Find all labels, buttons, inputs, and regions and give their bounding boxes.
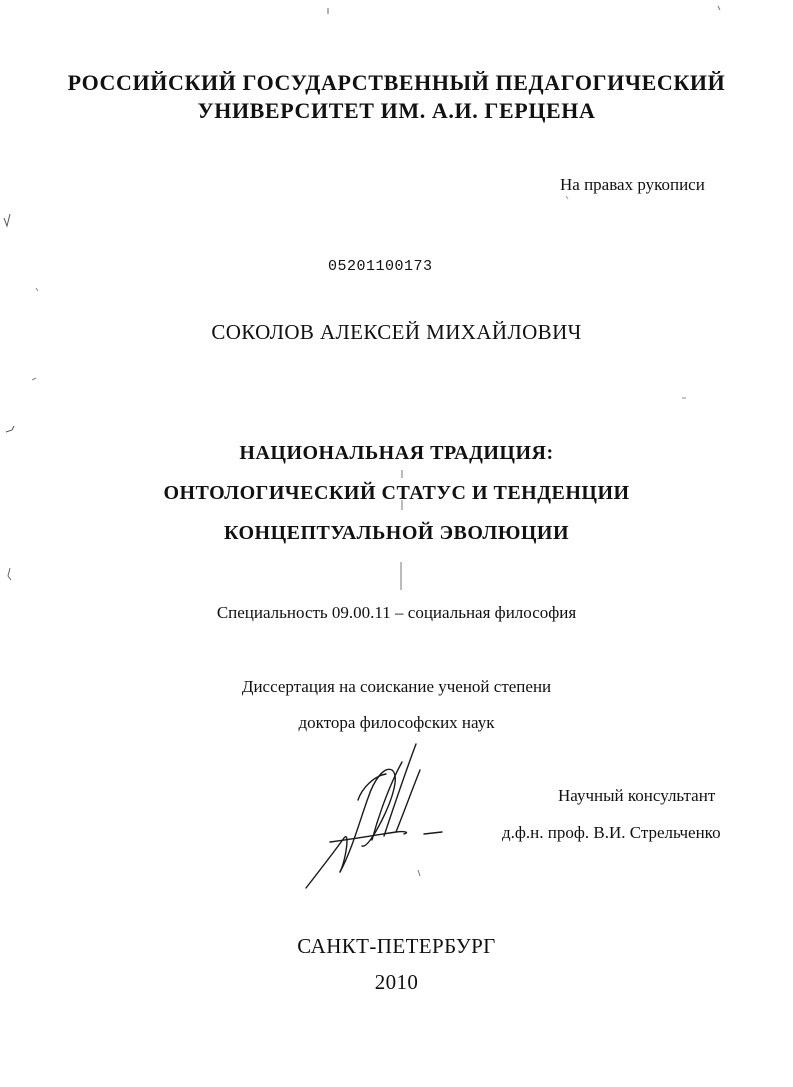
university-name-line-2: УНИВЕРСИТЕТ ИМ. А.И. ГЕРЦЕНА — [197, 98, 596, 123]
consultant-name: д.ф.н. проф. В.И. Стрельченко — [502, 823, 721, 842]
signature — [300, 740, 480, 900]
degree-line-1: Диссертация на соискание ученой степени — [241, 677, 552, 696]
document-code: 05201100173 — [328, 258, 433, 275]
year: 2010 — [374, 970, 419, 994]
title-line-3: КОНЦЕПТУАЛЬНОЙ ЭВОЛЮЦИИ — [223, 522, 570, 544]
title-line-1: НАЦИОНАЛЬНАЯ ТРАДИЦИЯ: — [239, 442, 554, 464]
manuscript-note: На правах рукописи — [560, 175, 705, 194]
consultant-role: Научный консультант — [558, 786, 716, 805]
city: САНКТ-ПЕТЕРБУРГ — [297, 934, 496, 958]
author-name: СОКОЛОВ АЛЕКСЕЙ МИХАЙЛОВИЧ — [211, 320, 582, 344]
university-name-line-1: РОССИЙСКИЙ ГОСУДАРСТВЕННЫЙ ПЕДАГОГИЧЕСКИЙ — [67, 70, 726, 95]
specialty: Специальность 09.00.11 – социальная философия — [216, 603, 577, 622]
title-line-2: ОНТОЛОГИЧЕСКИЙ СТАТУС И ТЕНДЕНЦИИ — [163, 482, 630, 504]
degree-line-2: доктора философских наук — [298, 713, 495, 732]
